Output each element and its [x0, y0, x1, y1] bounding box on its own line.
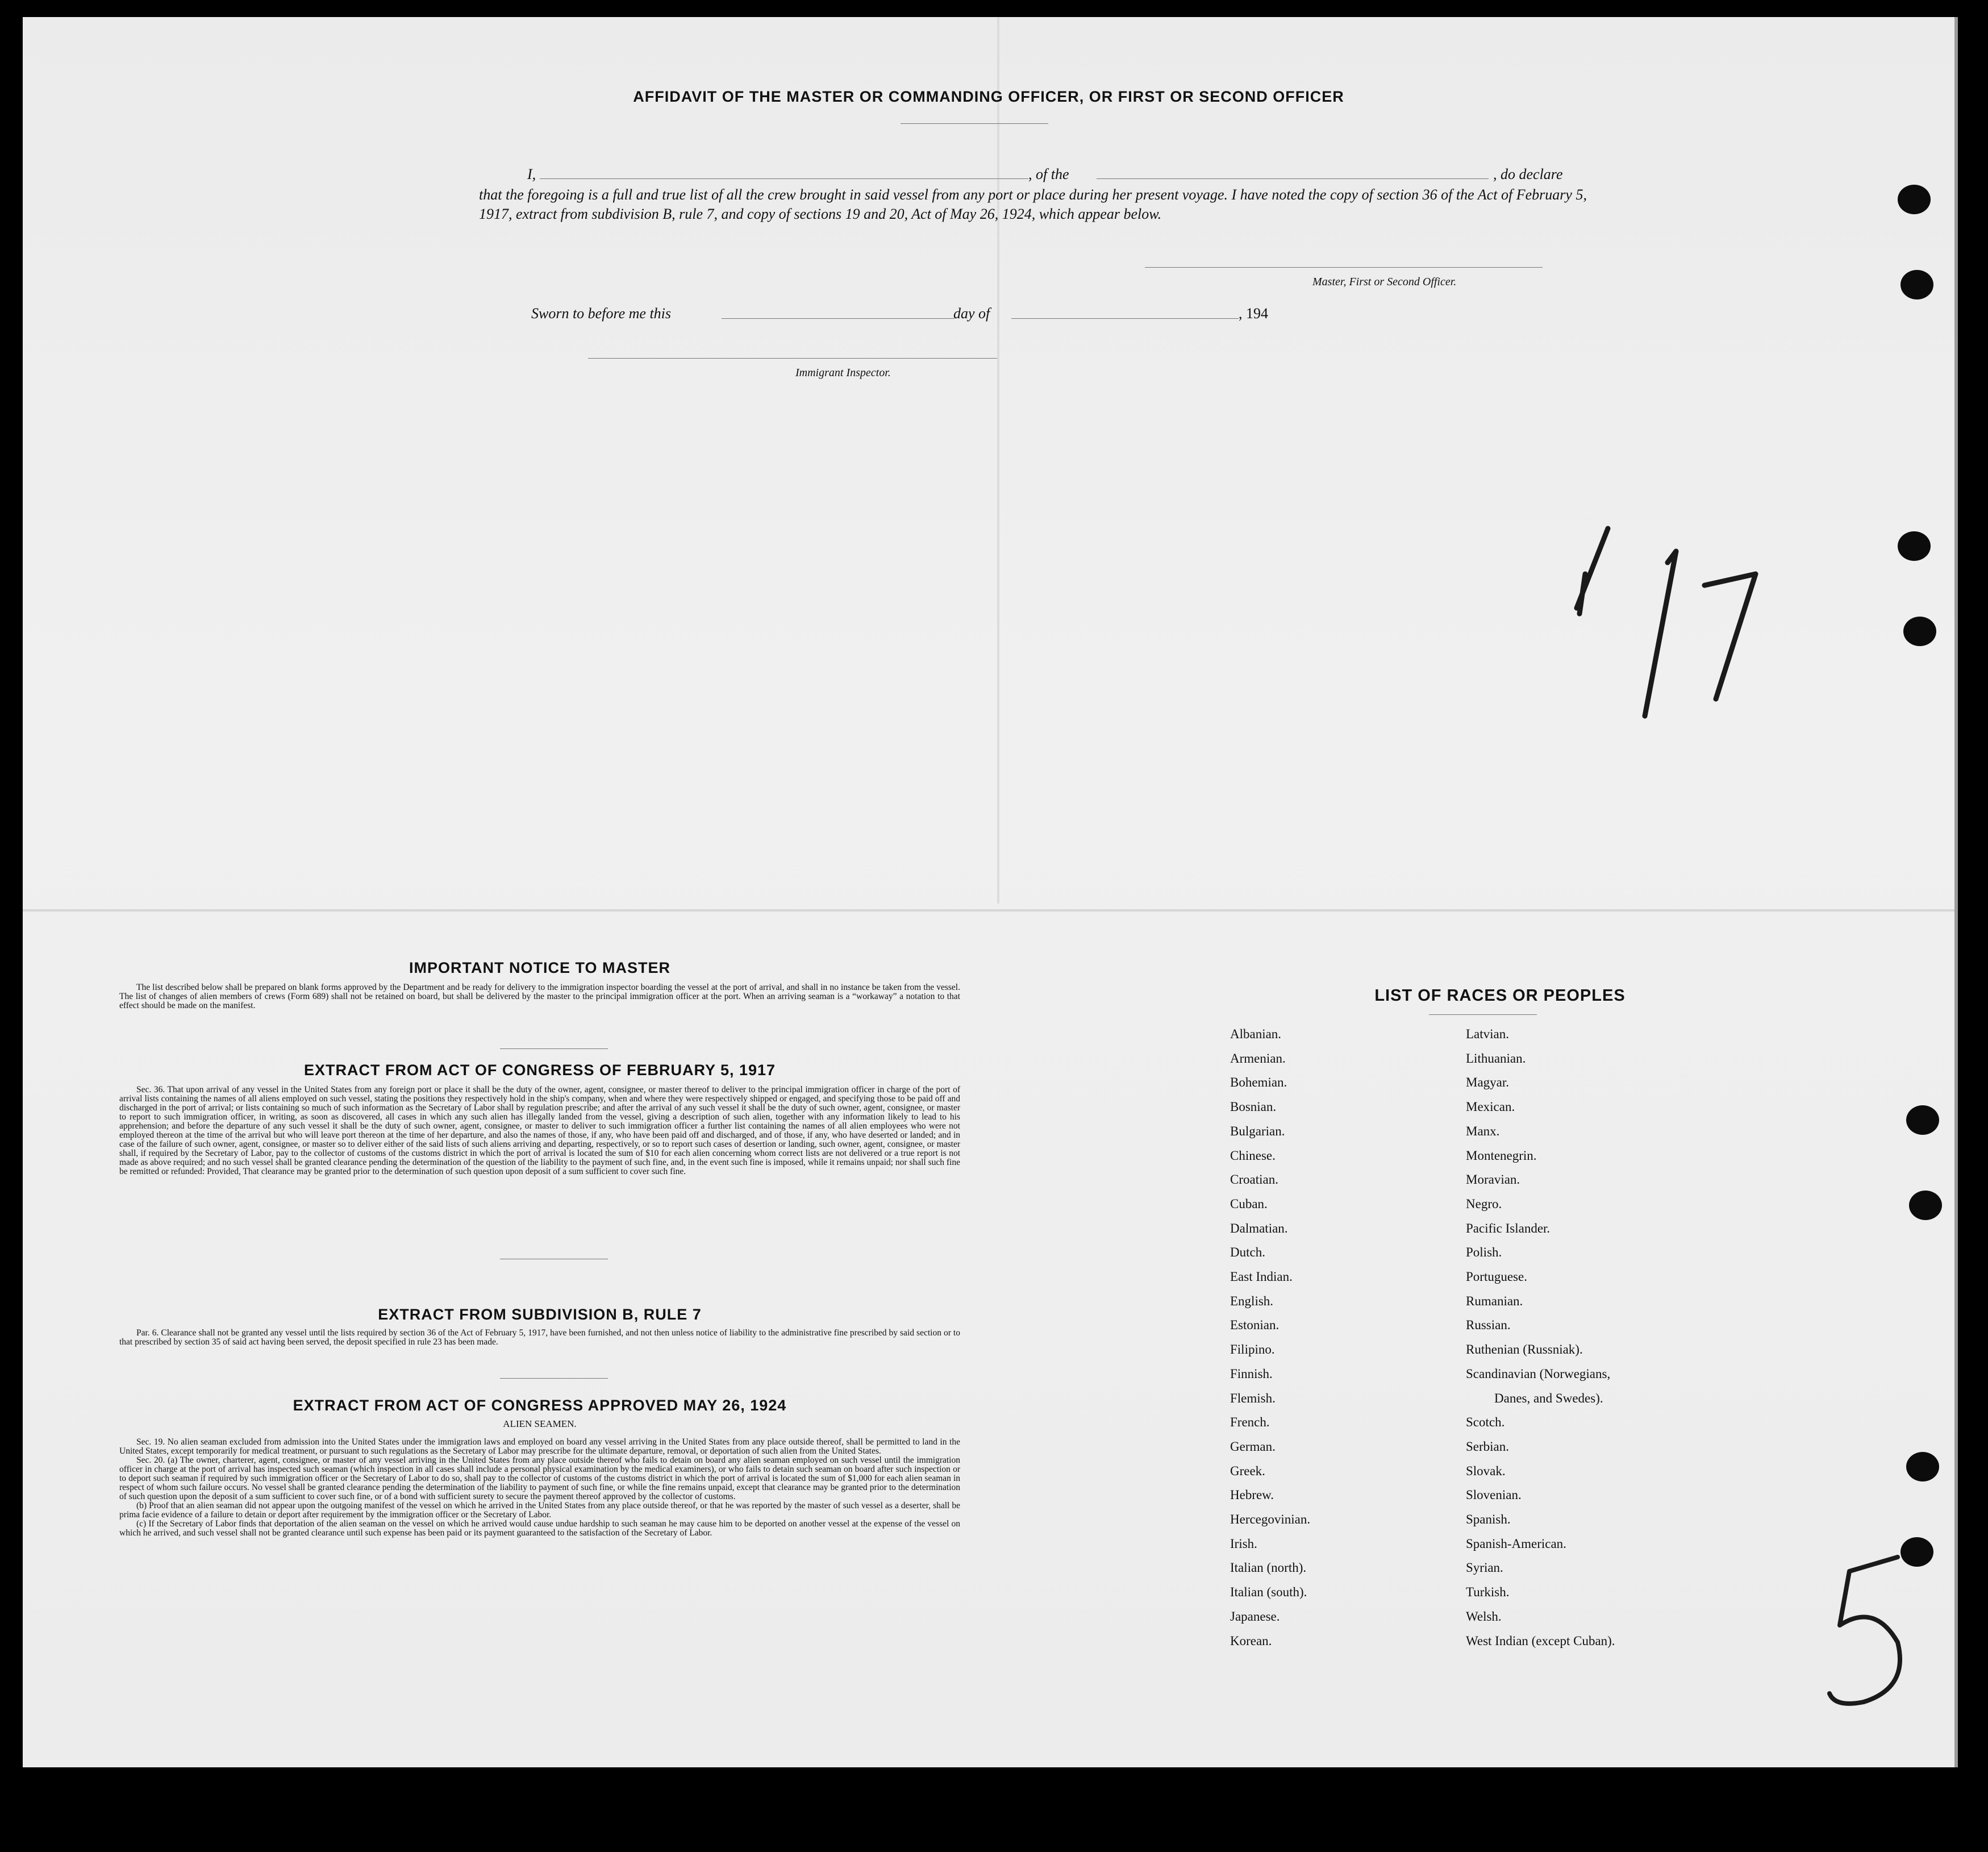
race-item: Irish.: [1230, 1536, 1257, 1551]
race-item: Dutch.: [1230, 1245, 1265, 1260]
race-item: Spanish.: [1466, 1512, 1511, 1526]
race-item: Japanese.: [1230, 1609, 1280, 1624]
punch-hole: [1903, 617, 1936, 646]
race-item: Russian.: [1466, 1318, 1511, 1333]
race-item: Armenian.: [1230, 1051, 1286, 1066]
race-item: Latvian.: [1466, 1027, 1509, 1041]
punch-hole: [1909, 1191, 1942, 1220]
punch-hole: [1901, 270, 1933, 299]
race-item: Croatian.: [1230, 1172, 1278, 1187]
race-item: Negro.: [1466, 1196, 1502, 1211]
race-item: Turkish.: [1466, 1585, 1510, 1600]
race-item: Bulgarian.: [1230, 1123, 1285, 1138]
race-item: Rumanian.: [1466, 1293, 1523, 1308]
inspector-line[interactable]: [588, 358, 997, 359]
extract-1924-heading: EXTRACT FROM ACT OF CONGRESS APPROVED MAY 26, 1924: [293, 1397, 787, 1414]
day-field[interactable]: [722, 318, 955, 319]
race-item: Slovenian.: [1466, 1488, 1522, 1503]
race-item: Pacific Islander.: [1466, 1221, 1551, 1235]
affidavit-i: I,: [527, 166, 536, 182]
race-item: Flemish.: [1230, 1391, 1276, 1405]
race-item: Filipino.: [1230, 1342, 1275, 1357]
race-item: Portuguese.: [1466, 1270, 1527, 1284]
punch-hole: [1898, 185, 1931, 214]
race-item: Estonian.: [1230, 1318, 1280, 1333]
race-item: French.: [1230, 1415, 1270, 1430]
subdivision-heading: EXTRACT FROM SUBDIVISION B, RULE 7: [378, 1306, 702, 1323]
affidavit-do-declare: , do declare: [1493, 166, 1563, 182]
race-item: Lithuanian.: [1466, 1051, 1526, 1066]
race-item: Scotch.: [1466, 1415, 1505, 1430]
punch-hole: [1906, 1105, 1939, 1135]
race-item: Manx.: [1466, 1123, 1500, 1138]
divider: [500, 1378, 608, 1379]
race-item: Ruthenian (Russniak).: [1466, 1342, 1583, 1357]
race-item: Bohemian.: [1230, 1075, 1287, 1090]
form-page: [23, 17, 1958, 1767]
extract-1924-sec20a: Sec. 20. (a) The owner, charterer, agent, consignee, or master of any vessel arriving in the United States from any place outside thereof who fails to detain on board any alien seaman employed on such vessel until the immigration officer in charge at the port of arrival has inspected such seaman (which inspection in all cases shall include a personal physical examination by the medical examiners), or who fails to detain such seaman on board after such inspection or to deport such seaman if required by such immigration officer or the Secretary of Labor to do so, shall pay to the collector of customs of the customs district in which the port of arrival is located the sum of $1,000 for each alien seaman in respect of whom such failure occurs. No vessel shall be granted clearance pending the determination of the liability to payment of such fine, or while the fine remains unpaid, except that clearance may be granted prior to the determination of such question upon the deposit of a sum sufficient to cover such fine, or of a bond with sufficient surety to secure the payment thereof approved by the collector of customs.: [119, 1455, 960, 1501]
race-item: English.: [1230, 1293, 1274, 1308]
handwritten-number-5: [1812, 1540, 1909, 1711]
handwritten-number-1-17: [1545, 517, 1773, 733]
race-item: German.: [1230, 1439, 1276, 1454]
race-item: West Indian (except Cuban).: [1466, 1633, 1615, 1648]
punch-hole: [1898, 531, 1931, 561]
divider: [1429, 1014, 1537, 1015]
signature-line[interactable]: [1145, 267, 1543, 268]
divider: [901, 123, 1048, 124]
race-item: Montenegrin.: [1466, 1148, 1537, 1163]
vessel-field[interactable]: [1097, 178, 1489, 179]
race-item: Cuban.: [1230, 1196, 1268, 1211]
sworn-label: Sworn to before me this: [531, 305, 672, 322]
fold-line: [997, 17, 999, 904]
race-item: Slovak.: [1466, 1463, 1506, 1478]
inspector-caption: Immigrant Inspector.: [795, 367, 891, 379]
race-item: Italian (north).: [1230, 1560, 1307, 1575]
extract-1924-subheading: ALIEN SEAMEN.: [503, 1418, 577, 1429]
race-item: Finnish.: [1230, 1366, 1273, 1381]
race-item: Dalmatian.: [1230, 1221, 1288, 1235]
race-item: Albanian.: [1230, 1027, 1282, 1041]
race-item: Italian (south).: [1230, 1585, 1307, 1600]
race-item: East Indian.: [1230, 1270, 1293, 1284]
affidavit-title: AFFIDAVIT OF THE MASTER OR COMMANDING OFFICER, OR FIRST OR SECOND OFFICER: [633, 88, 1344, 105]
race-item: Serbian.: [1466, 1439, 1510, 1454]
race-item: Greek.: [1230, 1463, 1265, 1478]
race-item: Spanish-American.: [1466, 1536, 1566, 1551]
race-item: Scandinavian (Norwegians,: [1466, 1366, 1611, 1381]
year-label: , 194: [1239, 305, 1268, 322]
punch-hole: [1906, 1452, 1939, 1481]
fold-line: [23, 909, 1954, 912]
race-item: Syrian.: [1466, 1560, 1503, 1575]
subdivision-text: Par. 6. Clearance shall not be granted any vessel until the lists required by section 36 of the Act of February 5, 1917, have been furnished, and not then unless notice of liability to the administrative fine prescribed by said section or to that prescribed by section 35 of said act having been served, the deposit specified in rule 23 has been made.: [119, 1328, 960, 1347]
extract-1917-text: Sec. 36. That upon arrival of any vessel in the United States from any foreign port or place it shall be the duty of the owner, agent, consignee, or master thereof to deliver to the principal immigration officer in charge of the port of arrival lists containing the names of all aliens employed on such vessel, stating the positions they respectively hold in the ship's company, when and where they were respectively shipped or engaged, and specifying those to be paid off and discharged in the port of arrival; or lists containing so much of such information as the Secretary of Labor shall by regulation prescribe; and after the arrival of any such vessel it shall be the duty of such owner, agent, consignee, or master to report to such immigration officer, in writing, as soon as discovered, all cases in which any such alien has illegally landed from the vessel, giving a description of such alien, together with any information likely to lead to his apprehension; and before the departure of any such vessel it shall be the duty of such owner, agent, consignee, or master to deliver to such immigration officer a further list containing the names of all alien employees who were not employed thereon at the time of the arrival but who will leave port thereon at the time of her departure, and also the names of those, if any, who have been paid off and discharged, and of those, if any, who have deserted or landed; and in case of the failure of such owner, agent, consignee, or master so to deliver either of the said lists of such aliens arriving and departing, respectively, or so to report such cases of desertion or landing, such owner, agent, consignee, or master shall, if required by the Secretary of Labor, pay to the collector of customs of the customs district in which the port of arrival is located the sum of $10 for each alien concerning whom correct lists are not delivered or a true report is not made as above required; and no such vessel shall be granted clearance pending the determination of the question of the liability to the payment of such fine, and, in the event such fine is imposed, while it remains unpaid; nor shall such fine be remitted or refunded: Provided, That clearance may be granted prior to the determination of such question upon deposit of a sum sufficient to cover such fine.: [119, 1085, 960, 1176]
extract-1924-sec20c: (c) If the Secretary of Labor finds that deportation of the alien seaman on the vessel on which he arrived would cause undue hardship to such seaman he may cause him to be deported on another vessel at the expense of the vessel on which he arrived, and such vessel shall not be granted clearance until such expense has been paid or its payment guaranteed to the satisfaction of the Secretary of Labor.: [119, 1519, 960, 1538]
races-heading: LIST OF RACES OR PEOPLES: [1374, 987, 1626, 1005]
day-of-label: day of: [953, 305, 990, 322]
notice-text: The list described below shall be prepared on blank forms approved by the Department and be ready for delivery to the immigration inspector boarding the vessel at the port of arrival, and shall in no instance be taken from the vessel. The list of changes of alien members of crews (Form 689) shall not be retained on board, but shall be delivered by the master to the principal immigration officer at the port. When an arriving seaman is a “workaway” a notation to that effect should be made on the manifest.: [119, 983, 960, 1010]
race-item: Moravian.: [1466, 1172, 1520, 1187]
notice-heading: IMPORTANT NOTICE TO MASTER: [409, 959, 670, 976]
punch-hole: [1901, 1537, 1933, 1567]
race-item: Hebrew.: [1230, 1488, 1274, 1503]
extract-1924-sec19: Sec. 19. No alien seaman excluded from admission into the United States under the immigration laws and employed on board any vessel arriving in the United States from any place outside thereof, shall be permitted to land in the United States, except temporarily for medical treatment, or pursuant to such regulations as the Secretary of Labor may prescribe for the ultimate departure, removal, or deportation of such alien from the United States.: [119, 1437, 960, 1456]
divider: [500, 1048, 608, 1049]
affidavit-of-the: , of the: [1028, 166, 1069, 182]
race-item: Polish.: [1466, 1245, 1502, 1260]
race-item: Hercegovinian.: [1230, 1512, 1311, 1526]
affidavit-body: that the foregoing is a full and true list of all the crew brought in said vessel from any port or place during her present voyage. I have noted the copy of section 36 of the Act of February 5, 1917, extract from subdivision B, rule 7, and copy of sections 19 and 20, Act of May 26, 1924, which appear below.: [479, 186, 1587, 222]
name-field[interactable]: [540, 178, 1028, 179]
race-item: Welsh.: [1466, 1609, 1502, 1624]
month-field[interactable]: [1011, 318, 1239, 319]
race-item: Korean.: [1230, 1633, 1272, 1648]
race-item: Bosnian.: [1230, 1100, 1277, 1114]
race-item: Danes, and Swedes).: [1494, 1391, 1603, 1405]
race-item: Magyar.: [1466, 1075, 1510, 1090]
signature-caption: Master, First or Second Officer.: [1312, 276, 1457, 288]
race-item: Chinese.: [1230, 1148, 1276, 1163]
extract-1917-heading: EXTRACT FROM ACT OF CONGRESS OF FEBRUARY 5, 1917: [303, 1062, 776, 1079]
extract-1924-sec20b: (b) Proof that an alien seaman did not appear upon the outgoing manifest of the vessel on which he arrived in the United States from any place outside thereof, or that he was reported by the master of such vessel as a deserter, shall be prima facie evidence of a failure to detain or deport after requirement by the immigration officer or the Secretary of Labor.: [119, 1501, 960, 1520]
race-item: Mexican.: [1466, 1100, 1515, 1114]
